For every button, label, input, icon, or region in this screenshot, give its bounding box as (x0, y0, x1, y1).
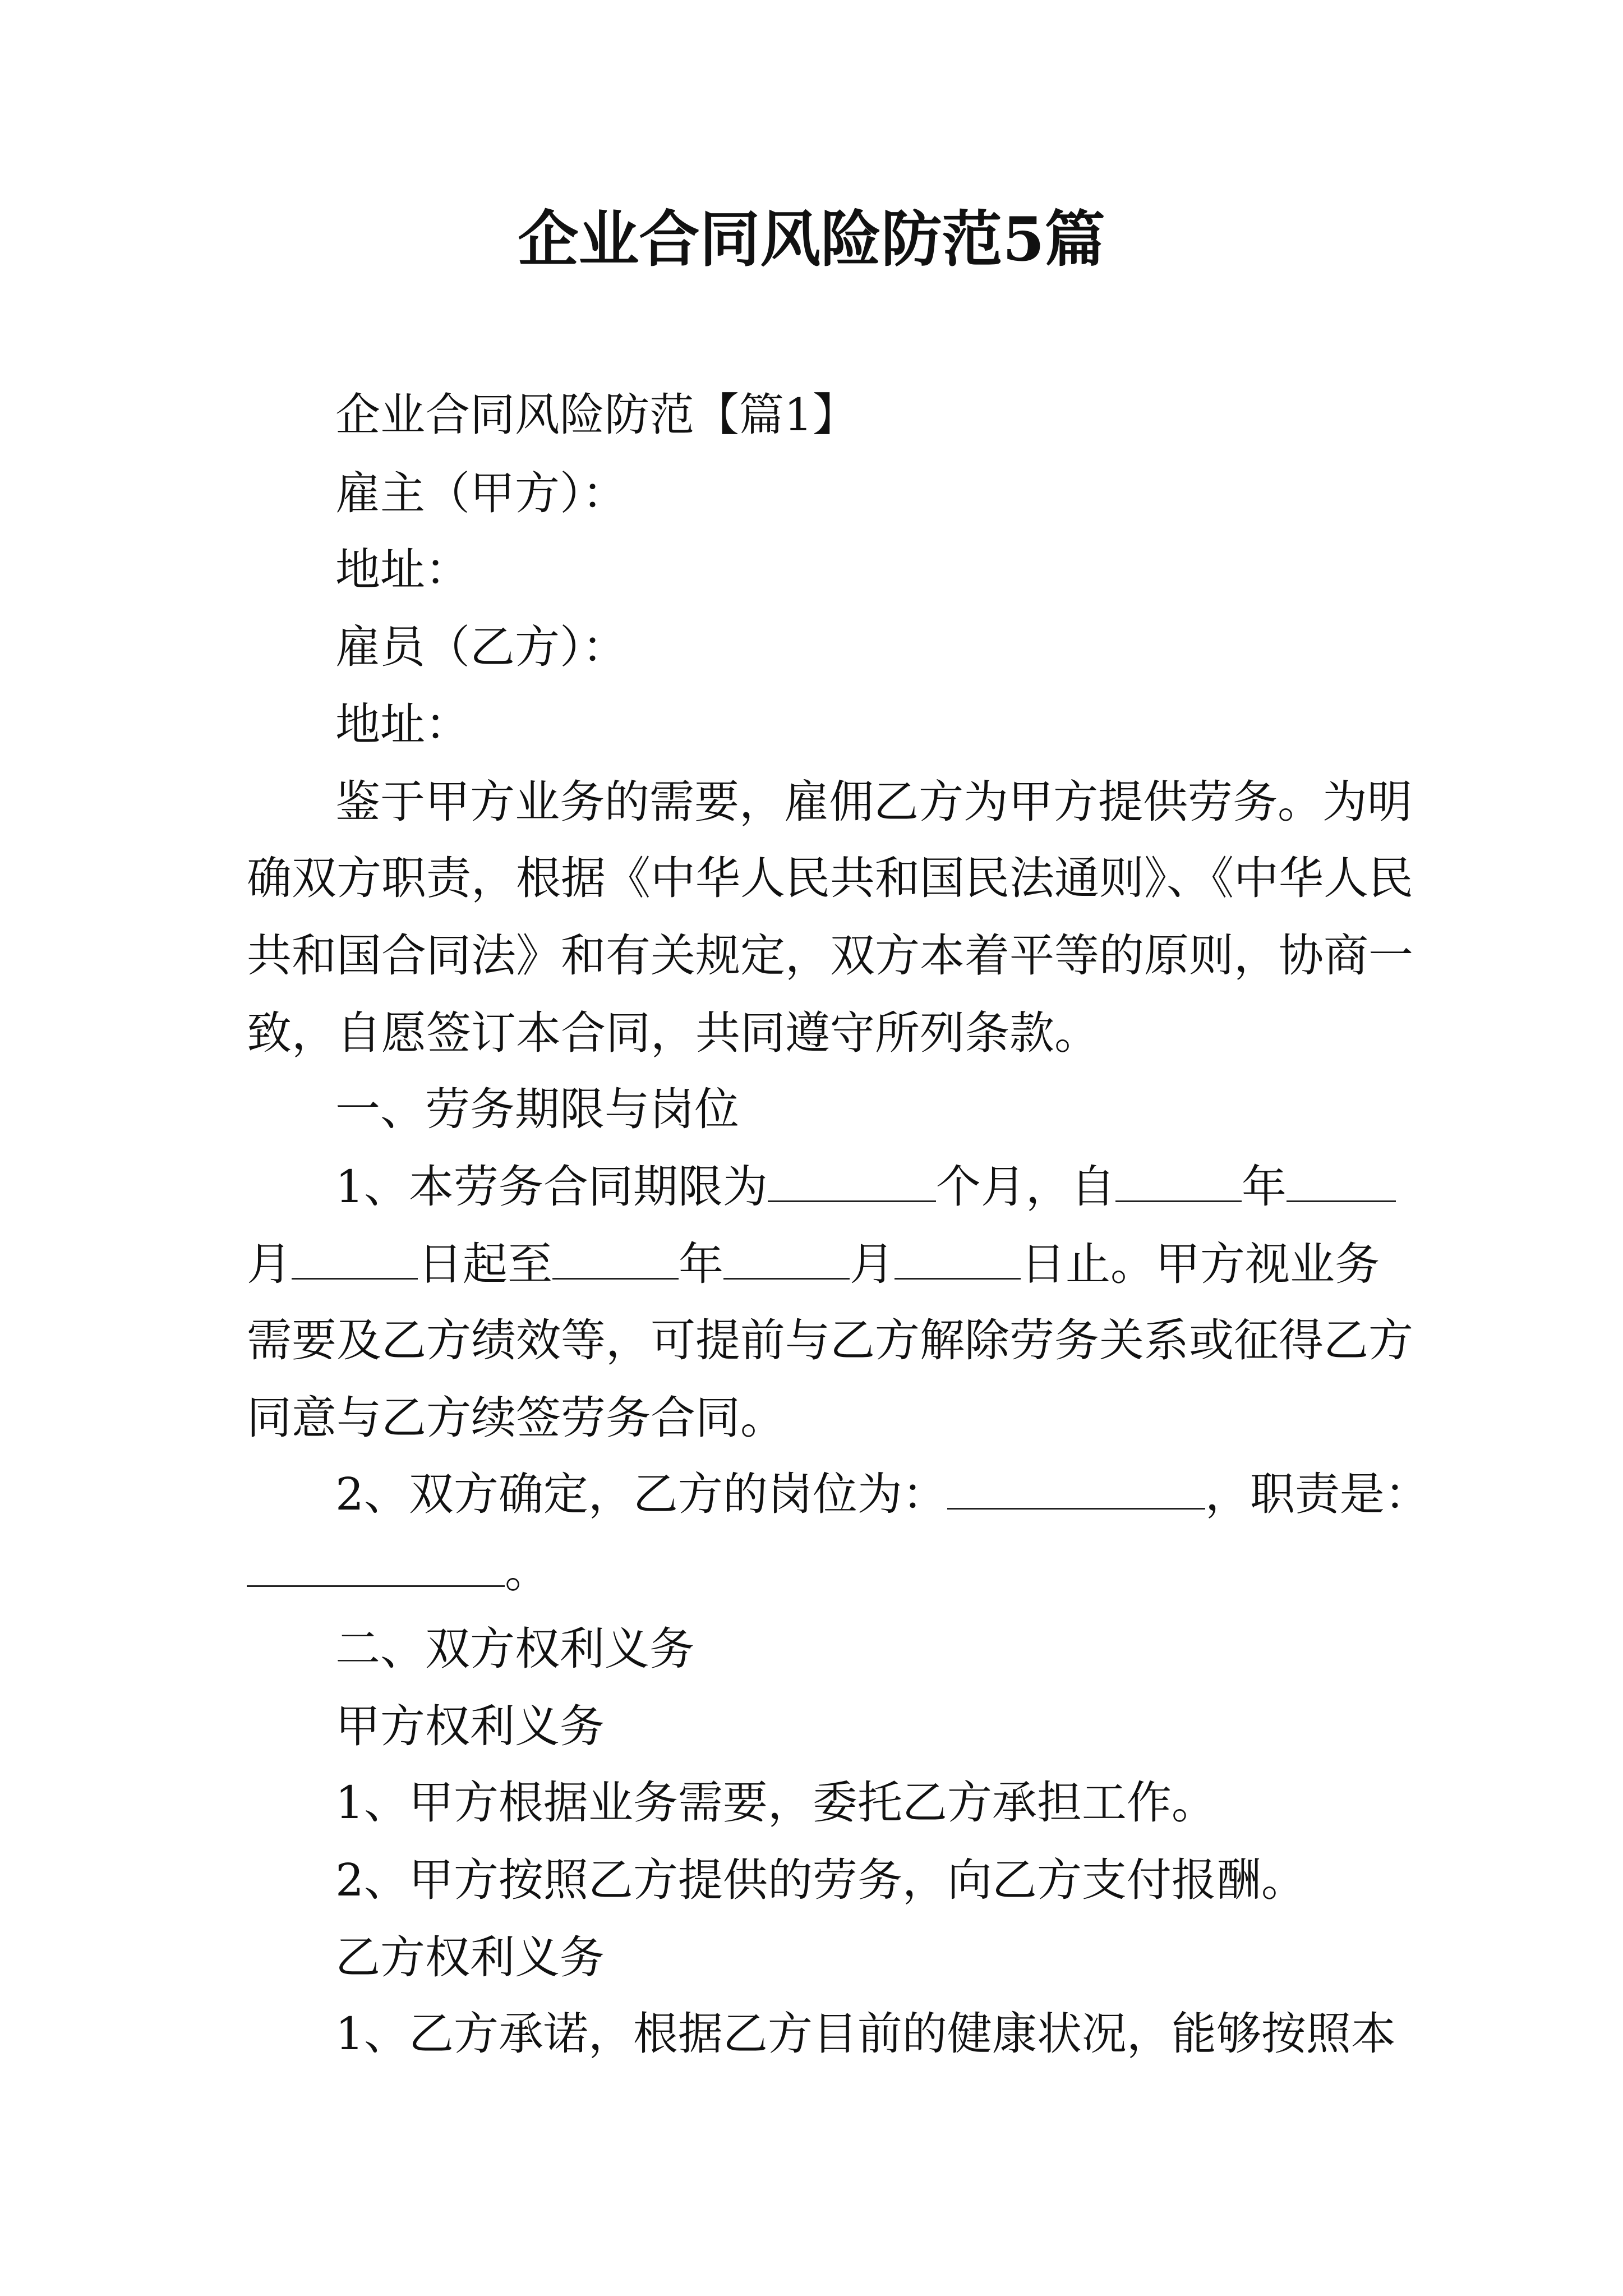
fill-blank-end-month (723, 1244, 850, 1280)
fill-blank-start-year (1115, 1167, 1242, 1202)
clause-text: 月 (247, 1238, 292, 1290)
clause-text: 。 (505, 1545, 550, 1598)
clause-text: ，职责是： (1205, 1468, 1430, 1520)
clause-text: 2、双方确定，乙方的岗位为： (335, 1468, 947, 1520)
fill-blank-months (768, 1167, 936, 1202)
clause-text: 年 (679, 1238, 723, 1290)
party-b-title: 乙方权利义务 (335, 1931, 605, 1984)
fill-blank-duties (247, 1552, 505, 1587)
clause-text: 年 (1241, 1161, 1287, 1213)
preamble-line: 确双方职责，根据《中华人民共和国民法通则》、《中华人民 (247, 852, 1413, 904)
fill-blank-start-day (292, 1244, 418, 1280)
clause-text: 1、本劳务合同期限为 (335, 1161, 768, 1213)
clause-1-1-line-1 (335, 1159, 1396, 1215)
employer-label: 雇主（甲方）： (335, 467, 627, 519)
party-a-title: 甲方权利义务 (335, 1700, 605, 1752)
clause-text: 月 (850, 1238, 895, 1290)
clause-text: 日起至 (418, 1238, 552, 1290)
fill-blank-end-year (552, 1244, 679, 1280)
clause-text: 日止。甲方视业务 (1021, 1238, 1380, 1290)
clause-text: 个月，自 (935, 1161, 1115, 1213)
preamble-line: 鉴于甲方业务的需要，雇佣乙方为甲方提供劳务。为明 (335, 776, 1412, 828)
clause-1-1-line-3: 需要及乙方绩效等，可提前与乙方解除劳务关系或征得乙方 (247, 1314, 1413, 1366)
employee-label: 雇员（乙方）： (335, 621, 627, 673)
clause-1-2-line-1 (335, 1466, 1430, 1522)
employee-address-label: 地址： (335, 698, 470, 751)
party-a-item: 1、甲方根据业务需要，委托乙方承担工作。 (335, 1777, 1216, 1829)
clause-1-2-line-2 (247, 1544, 550, 1600)
party-a-item: 2、甲方按照乙方提供的劳务，向乙方支付报酬。 (335, 1854, 1306, 1906)
piece-heading: 企业合同风险防范【篇1】 (335, 389, 857, 441)
clause-1-1-line-2 (247, 1236, 1380, 1292)
document-title: 企业合同风险防范5篇 (518, 204, 1105, 275)
employer-address-label: 地址： (335, 544, 470, 596)
fill-blank-position (947, 1474, 1205, 1510)
fill-blank-end-day (895, 1244, 1021, 1280)
preamble-line: 共和国合同法》和有关规定，双方本着平等的原则，协商一 (247, 930, 1413, 982)
preamble-line: 致，自愿签订本合同，共同遵守所列条款。 (247, 1007, 1099, 1059)
section-1-title: 一、劳务期限与岗位 (335, 1083, 739, 1135)
fill-blank-start-month (1287, 1167, 1396, 1202)
clause-1-1-line-4: 同意与乙方续签劳务合同。 (247, 1392, 785, 1444)
party-b-item: 1、乙方承诺，根据乙方目前的健康状况，能够按照本 (335, 2008, 1396, 2060)
section-2-title: 二、双方权利义务 (335, 1623, 694, 1675)
